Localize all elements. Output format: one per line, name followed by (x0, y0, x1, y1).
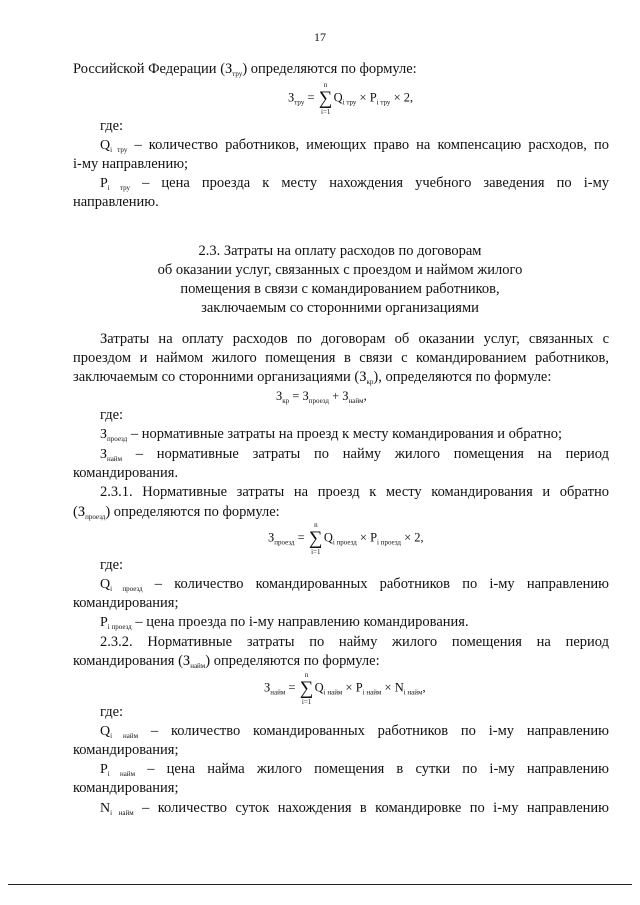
text: ) определяются по формуле: (242, 61, 417, 77)
definition-p-tru-cont: направлению. (73, 194, 159, 210)
multiply-sign: × (359, 90, 367, 105)
definition-q-proezd: $Q_{i проезд}$ – количество командированных работников по i-му направлению (100, 576, 609, 593)
definition-z-naim-cont: командирования. (73, 465, 179, 481)
formula-kr: $З_{кр} = З_{проезд} + З_{найм}$, (276, 389, 367, 405)
symbol: P (369, 90, 377, 105)
sum-icon: n ∑ i=1 (299, 671, 314, 706)
where-label: где: (100, 557, 124, 573)
definition-z-proezd: $З_{проезд}$ – нормативные затраты на проезд к месту командирования и обратно; (100, 426, 562, 443)
subscript: тру (294, 98, 305, 107)
definition-n-naim: $N_{i найм}$ – количество суток нахождения в командировке по i-му направлению (100, 800, 609, 817)
definition-q-naim-cont: командирования; (73, 742, 179, 758)
paragraph-2-3-1-line-1: 2.3.1. Нормативные затраты на проезд к месту командирования и обратно (100, 484, 609, 500)
formula-naim: $З_{найм}$ = n ∑ i=1 $Q_{i найм} \times P_{i найм} \times N_{i найм}$, (264, 671, 426, 706)
formula-tru (288, 81, 414, 116)
subscript: тру (232, 70, 243, 78)
page-number: 17 (314, 30, 326, 44)
subscript: i тру (376, 98, 391, 107)
section-heading-line-3: помещения в связи с командированием работников, (180, 281, 500, 297)
definition-p-tru: $P_{i тру}$ – цена проезда к месту нахождения учебного заведения по i-му (100, 175, 610, 192)
section-heading-line-2: об оказании услуг, связанных с проездом и наймом жилого (157, 262, 523, 278)
definition-q-tru: $Q_{i тру}$ – количество работников, имеющих право на компенсацию расходов, по (100, 137, 610, 154)
definition-z-naim: $З_{найм}$ – нормативные затраты по найму жилого помещения на период (100, 446, 609, 463)
section-heading-line-1: 2.3. Затраты на оплату расходов по договорам (198, 243, 482, 259)
paragraph-costs-line-2: проездом и наймом жилого помещения в связи с командированием работников, (73, 350, 609, 366)
formula-tail: × 2, (393, 90, 414, 105)
definition-p-naim-cont: командирования; (73, 780, 179, 796)
paragraph-intro (73, 60, 609, 84)
paragraph-costs-line-1: Затраты на оплату расходов по договорам об оказании услуг, связанных с (100, 331, 609, 347)
where-label: где: (100, 118, 124, 134)
symbol: З (288, 90, 295, 105)
definition-q-tru-cont: i-му направлению; (73, 156, 189, 172)
where-label: где: (100, 704, 124, 720)
text: Российской Федерации (З (73, 61, 233, 77)
section-heading-line-4: заключаемым со сторонними организациями (201, 300, 479, 316)
subscript: i тру (342, 98, 357, 107)
sum-icon: n ∑ i=1 (318, 81, 333, 116)
where-label: где: (100, 407, 124, 423)
sum-icon: n ∑ i=1 (309, 521, 323, 556)
bottom-edge-line (8, 884, 632, 885)
paragraph-2-3-1-line-2: $(З_{проезд})$ определяются по формуле: (73, 504, 280, 521)
definition-q-naim: $Q_{i найм}$ – количество командированных работников по i-му направлению (100, 723, 609, 740)
definition-p-naim: $P_{i найм}$ – цена найма жилого помещения в сутки по i-му направлению (100, 761, 610, 778)
equals-sign: = (307, 90, 315, 105)
paragraph-2-3-2-line-2: командирования $(З_{найм})$ определяются по формуле: (73, 653, 380, 670)
definition-p-proezd: $P_{i проезд}$ – цена проезда по i-му направлению командирования. (100, 614, 469, 631)
formula-proezd: $З_{проезд}$ = n ∑ i=1 $Q_{i проезд} \times P_{i проезд} \times 2$, (268, 521, 424, 556)
paragraph-costs-line-3: заключаемым со сторонними организациями $(З_{кр})$, определяются по формуле: (73, 369, 552, 386)
symbol: Q (333, 90, 343, 105)
definition-q-proezd-cont: командирования; (73, 595, 179, 611)
paragraph-2-3-2-line-1: 2.3.2. Нормативные затраты по найму жилого помещения на период (100, 634, 609, 650)
